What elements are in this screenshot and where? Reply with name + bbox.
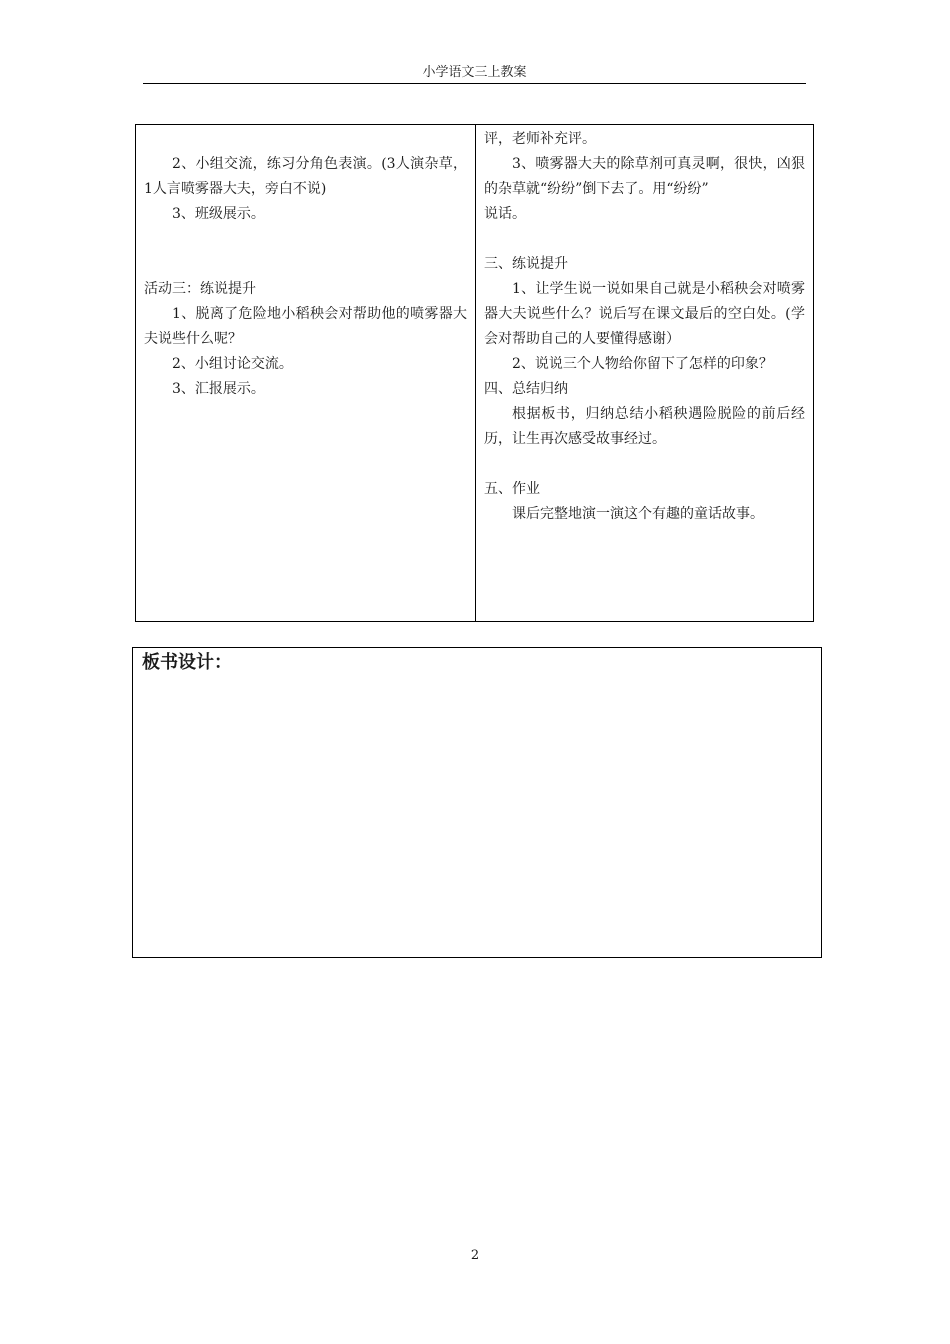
teacher-guidance-column bbox=[476, 125, 813, 621]
right-paragraph: 说话。 bbox=[484, 206, 526, 222]
header-rule bbox=[143, 83, 806, 84]
section-heading: 三、练说提升 bbox=[484, 256, 568, 272]
right-paragraph: 1、让学生说一说如果自己就是小稻秧会对喷雾器大夫说些什么？说后写在课文最后的空白处。(学会对帮助自己的人要懂得感谢） bbox=[484, 281, 805, 347]
lesson-table bbox=[135, 124, 814, 622]
activity-heading: 活动三：练说提升 bbox=[144, 281, 256, 297]
left-paragraph: 3、班级展示。 bbox=[172, 206, 265, 222]
right-paragraph: 评，老师补充评。 bbox=[484, 131, 596, 147]
student-activity-column bbox=[136, 125, 476, 621]
section-heading: 五、作业 bbox=[484, 481, 540, 497]
right-paragraph: 根据板书，归纳总结小稻秧遇险脱险的前后经历，让生再次感受故事经过。 bbox=[484, 406, 805, 447]
section-heading: 四、总结归纳 bbox=[484, 381, 568, 397]
page-number: 2 bbox=[470, 1248, 480, 1263]
left-paragraph: 2、小组交流，练习分角色表演。(3人演杂草，1人言喷雾器大夫，旁白不说) bbox=[144, 156, 467, 197]
page-header: 小学语文三上教案 bbox=[422, 65, 527, 80]
blackboard-design-box bbox=[132, 647, 822, 958]
left-paragraph: 1、脱离了危险地小稻秧会对帮助他的喷雾器大夫说些什么呢？ bbox=[144, 306, 467, 347]
right-paragraph: 课后完整地演一演这个有趣的童话故事。 bbox=[512, 506, 764, 522]
left-paragraph: 3、汇报展示。 bbox=[172, 381, 265, 397]
left-paragraph: 2、小组讨论交流。 bbox=[172, 356, 293, 372]
right-paragraph: 3、喷雾器大夫的除草剂可真灵啊，很快，凶狠的杂草就“纷纷”倒下去了。用“纷纷” bbox=[484, 156, 805, 197]
right-paragraph: 2、说说三个人物给你留下了怎样的印象？ bbox=[512, 356, 773, 372]
blackboard-design-title: 板书设计： bbox=[142, 652, 232, 673]
